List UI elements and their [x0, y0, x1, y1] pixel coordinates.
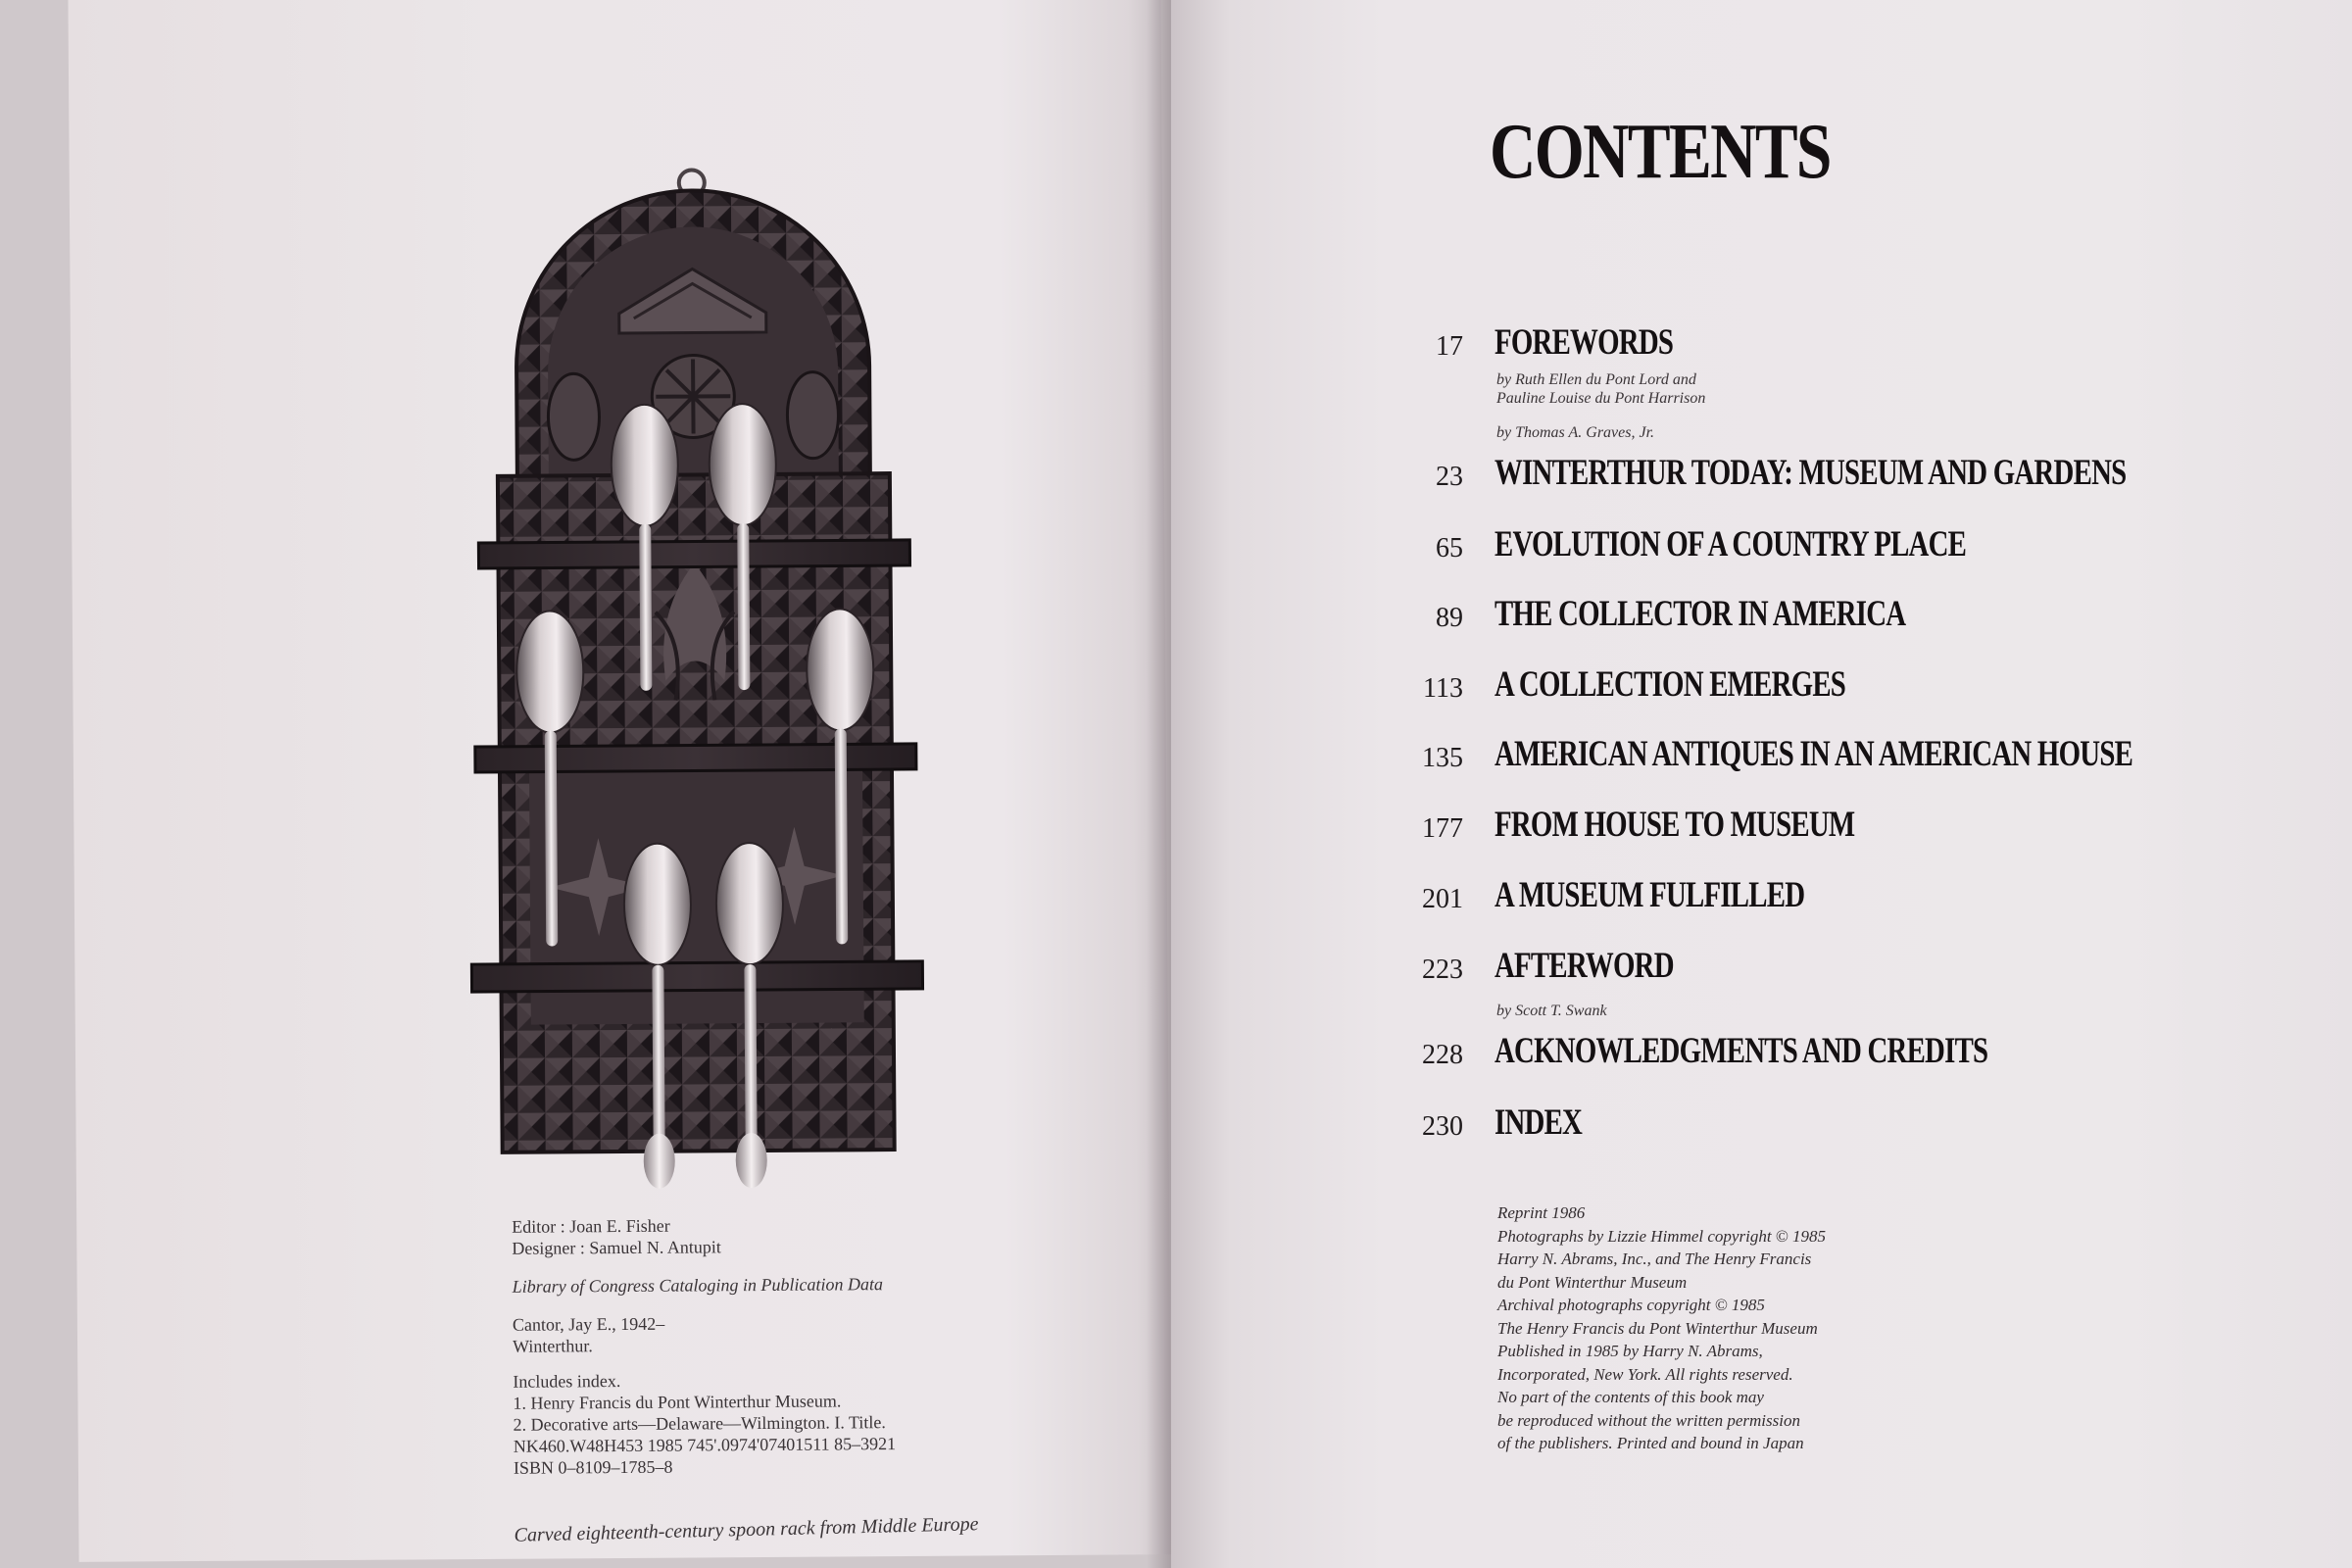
- toc-title: WINTERTHUR TODAY: MUSEUM AND GARDENS: [1494, 453, 2127, 493]
- toc-row: [1401, 733, 2283, 782]
- byline: by Ruth Ellen du Pont Lord and: [1496, 371, 1696, 388]
- toc-page-number: 23: [1436, 462, 1463, 492]
- colophon: [1497, 1201, 1826, 1455]
- cip-subject-2: 2. Decorative arts—Delaware—Wilmington. I. Title.: [513, 1412, 886, 1435]
- toc-page-number: 223: [1422, 955, 1463, 985]
- designer-credit: Designer : Samuel N. Antupit: [512, 1237, 721, 1258]
- toc-page-number: 17: [1436, 331, 1463, 362]
- toc-page-number: 228: [1422, 1040, 1463, 1070]
- colophon-line: du Pont Winterthur Museum: [1497, 1272, 1688, 1292]
- toc-page-number: 65: [1436, 533, 1463, 564]
- cip-heading: Library of Congress Cataloging in Publication Data: [512, 1274, 884, 1297]
- colophon-line: Harry N. Abrams, Inc., and The Henry Francis: [1497, 1250, 1812, 1268]
- toc-row: [1401, 452, 2283, 501]
- cip-title: Winterthur.: [513, 1336, 593, 1356]
- cip-subject-1: 1. Henry Francis du Pont Winterthur Museum.: [513, 1391, 842, 1413]
- cip-call-number: NK460.W48H453 1985 745'.0974'07401511 85–3921: [513, 1434, 897, 1456]
- left-page: [68, 0, 1171, 1562]
- toc-page-number: 230: [1422, 1111, 1463, 1142]
- toc-title: EVOLUTION OF A COUNTRY PLACE: [1494, 524, 1967, 564]
- toc-title: AFTERWORD: [1494, 946, 1674, 986]
- toc-title: AMERICAN ANTIQUES IN AN AMERICAN HOUSE: [1494, 734, 2133, 774]
- colophon-line: Published in 1985 by Harry N. Abrams,: [1497, 1342, 1763, 1360]
- byline: by Scott T. Swank: [1496, 1003, 1607, 1019]
- cip-includes: Includes index.: [513, 1371, 621, 1392]
- toc-row: [1401, 593, 2283, 642]
- byline: by Thomas A. Graves, Jr.: [1496, 424, 1655, 441]
- colophon-line: of the publishers. Printed and bound in Japan: [1497, 1434, 1804, 1452]
- toc-row: [1401, 523, 2283, 572]
- editor-credit: Editor : Joan E. Fisher: [512, 1215, 670, 1237]
- toc-title: FOREWORDS: [1494, 322, 1674, 363]
- colophon-line: Reprint 1986: [1497, 1203, 1586, 1222]
- toc-title: INDEX: [1494, 1102, 1583, 1143]
- toc-row: [1401, 1030, 2283, 1079]
- colophon-line: Incorporated, New York. All rights reserved.: [1497, 1364, 1793, 1384]
- contents-heading: CONTENTS: [1490, 109, 1831, 195]
- cip-author: Cantor, Jay E., 1942–: [512, 1313, 665, 1335]
- colophon-line: Archival photographs copyright © 1985: [1497, 1296, 1765, 1314]
- toc-row: [1401, 874, 2283, 923]
- photo-caption: Carved eighteenth-century spoon rack from Middle Europe: [514, 1513, 979, 1546]
- toc-page-number: 89: [1436, 603, 1463, 633]
- toc-title: A MUSEUM FULFILLED: [1494, 875, 1805, 915]
- toc-title: ACKNOWLEDGMENTS AND CREDITS: [1494, 1031, 1988, 1071]
- toc-row: [1401, 663, 2283, 712]
- byline: Pauline Louise du Pont Harrison: [1496, 390, 1706, 407]
- toc-page-number: 113: [1423, 673, 1463, 704]
- toc-title: A COLLECTION EMERGES: [1494, 664, 1846, 705]
- toc-row: [1401, 1102, 2283, 1151]
- toc-page-number: 135: [1422, 743, 1463, 773]
- colophon-line: No part of the contents of this book may: [1497, 1388, 1764, 1406]
- colophon-line: The Henry Francis du Pont Winterthur Museum: [1497, 1318, 1818, 1338]
- toc-row: [1401, 321, 2283, 370]
- colophon-line: Photographs by Lizzie Himmel copyright © 1985: [1497, 1226, 1826, 1246]
- toc-title: FROM HOUSE TO MUSEUM: [1494, 805, 1855, 845]
- cip-isbn: ISBN 0–8109–1785–8: [513, 1456, 673, 1478]
- toc-title: THE COLLECTOR IN AMERICA: [1494, 594, 1906, 634]
- toc-row: [1401, 945, 2283, 994]
- toc-page-number: 177: [1422, 813, 1463, 844]
- spoon-rack-photo: [457, 150, 935, 1211]
- toc-row: [1401, 804, 2283, 853]
- toc-page-number: 201: [1422, 884, 1463, 914]
- colophon-line: be reproduced without the written permission: [1497, 1410, 1800, 1430]
